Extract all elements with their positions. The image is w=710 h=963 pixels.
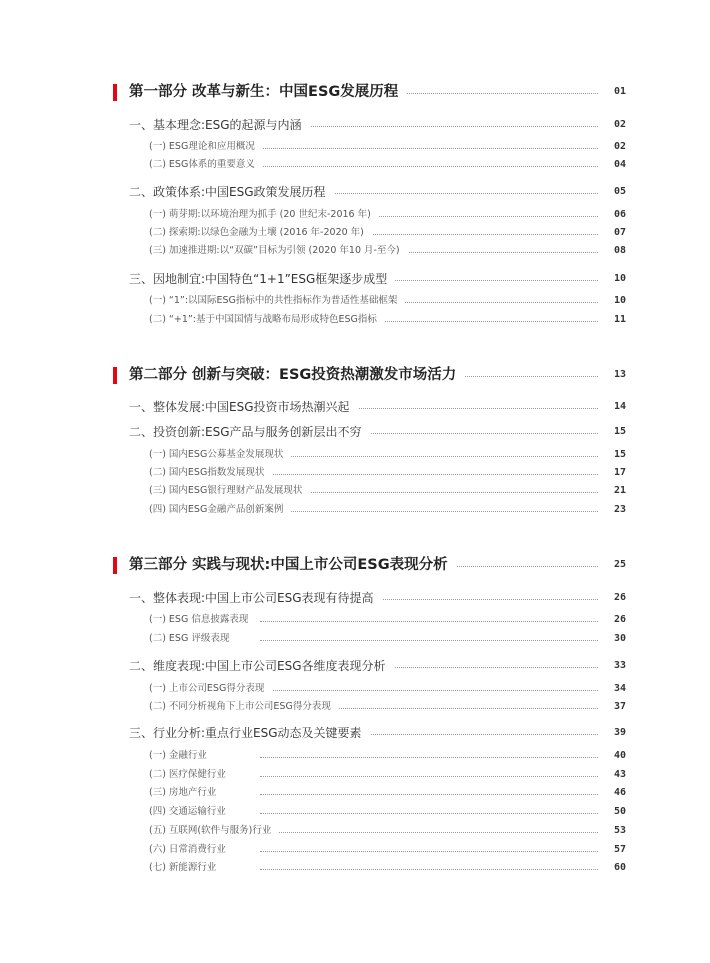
leader-dots: [260, 640, 598, 641]
toc-subsection-title: (四) 交通运输行业: [149, 803, 234, 821]
toc-section-entry[interactable]: [0, 657, 710, 675]
toc-subsection-entry[interactable]: [0, 501, 710, 519]
toc-section-title: 三、因地制宜:中国特色“1+1”ESG框架逐步成型: [129, 270, 395, 288]
toc-section-title: 二、维度表现:中国上市公司ESG各维度表现分析: [129, 657, 394, 675]
toc-page-number: 10: [613, 295, 626, 306]
toc-page-number: 60: [613, 862, 626, 873]
toc-subsection-title: (四) 国内ESG金融产品创新案例: [149, 501, 291, 519]
toc-section-title: 三、行业分析:重点行业ESG动态及关键要素: [129, 724, 370, 742]
toc-section-entry[interactable]: [0, 183, 710, 201]
toc-subsection-title: (六) 日常消费行业: [149, 841, 234, 859]
leader-dots: [260, 832, 598, 833]
toc-page-number: 46: [613, 787, 626, 798]
toc-part-entry[interactable]: [0, 83, 710, 101]
toc-page-number: 21: [613, 485, 626, 496]
toc-part-entry[interactable]: [0, 366, 710, 384]
toc-section-title: 二、政策体系:中国ESG政策发展历程: [129, 183, 334, 201]
leader-dots: [260, 166, 598, 167]
toc-subsection-title: (二) 探索期:以绿色金融为土壤 (2016 年-2020 年): [149, 224, 372, 242]
leader-dots: [260, 474, 598, 475]
toc-page-number: 26: [613, 592, 626, 603]
toc-subsection-title: (三) 房地产行业: [149, 784, 224, 802]
toc-subsection-entry[interactable]: [0, 311, 710, 329]
leader-dots: [300, 193, 598, 194]
toc-page-number: 26: [613, 614, 626, 625]
toc-subsection-title: (二) 不同分析视角下上市公司ESG得分表现: [149, 698, 339, 716]
toc-subsection-entry[interactable]: [0, 803, 710, 821]
toc-subsection-title: (一) “1”:以国际ESG指标中的共性指标作为普适性基础框架: [149, 292, 405, 310]
toc-subsection-entry[interactable]: [0, 630, 710, 648]
toc-subsection-title: (一) 萌芽期:以环境治理为抓手 (20 世纪末-2016 年): [149, 206, 379, 224]
toc-section-entry[interactable]: [0, 398, 710, 416]
toc-subsection-title: (二) “+1”:基于中国国情与战略布局形成特色ESG指标: [149, 311, 385, 329]
toc-subsection-entry[interactable]: [0, 206, 710, 224]
toc-part-entry[interactable]: [0, 556, 710, 574]
toc-subsection-entry[interactable]: [0, 156, 710, 174]
leader-dots: [300, 126, 598, 127]
toc-subsection-entry[interactable]: [0, 464, 710, 482]
toc-subsection-title: (一) 国内ESG公募基金发展现状: [149, 446, 291, 464]
leader-dots: [260, 869, 598, 870]
leader-dots: [260, 757, 598, 758]
leader-dots: [260, 148, 598, 149]
toc-page-number: 07: [613, 227, 626, 238]
toc-section-entry[interactable]: [0, 116, 710, 134]
toc-subsection-title: (一) ESG 信息披露表现: [149, 611, 256, 629]
toc-section-title: 二、投资创新:ESG产品与服务创新层出不穷: [129, 423, 370, 441]
toc-page-number: 15: [613, 449, 626, 460]
toc-page-number: 08: [613, 245, 626, 256]
leader-dots: [260, 456, 598, 457]
toc-page-number: 30: [613, 633, 626, 644]
toc-page-number: 34: [613, 683, 626, 694]
leader-dots: [260, 851, 598, 852]
toc-subsection-entry[interactable]: [0, 482, 710, 500]
toc-section-entry[interactable]: [0, 589, 710, 607]
toc-subsection-entry[interactable]: [0, 224, 710, 242]
toc-page-number: 04: [613, 159, 626, 170]
toc-subsection-entry[interactable]: [0, 680, 710, 698]
toc-subsection-title: (三) 加速推进期:以“双碳”目标为引领 (2020 年10 月-至今): [149, 242, 408, 260]
toc-page-number: 01: [613, 86, 626, 97]
toc-subsection-entry[interactable]: [0, 822, 710, 840]
toc-page-number: 06: [613, 209, 626, 220]
toc-part-title: 第三部分 实践与现状:中国上市公司ESG表现分析: [129, 556, 456, 574]
toc-subsection-title: (一) 金融行业: [149, 747, 215, 765]
toc-subsection-entry[interactable]: [0, 859, 710, 877]
toc-page-number: 05: [613, 186, 626, 197]
toc-subsection-entry[interactable]: [0, 698, 710, 716]
toc-subsection-title: (五) 互联网(软件与服务)行业: [149, 822, 279, 840]
toc-subsection-entry[interactable]: [0, 611, 710, 629]
toc-subsection-entry[interactable]: [0, 138, 710, 156]
leader-dots: [260, 794, 598, 795]
toc-part-title: 第一部分 改革与新生：中国ESG发展历程: [129, 83, 406, 101]
toc-page-number: 17: [613, 467, 626, 478]
toc-subsection-title: (七) 新能源行业: [149, 859, 224, 877]
toc-subsection-entry[interactable]: [0, 747, 710, 765]
toc-page-number: 15: [613, 426, 626, 437]
toc-subsection-title: (一) ESG理论和应用概况: [149, 138, 263, 156]
toc-page-number: 57: [613, 844, 626, 855]
toc-subsection-title: (一) 上市公司ESG得分表现: [149, 680, 272, 698]
toc-subsection-title: (二) 医疗保健行业: [149, 766, 234, 784]
toc-subsection-entry[interactable]: [0, 841, 710, 859]
toc-section-title: 一、整体表现:中国上市公司ESG表现有待提高: [129, 589, 382, 607]
toc-page-number: 02: [613, 119, 626, 130]
toc-subsection-entry[interactable]: [0, 242, 710, 260]
toc-subsection-entry[interactable]: [0, 784, 710, 802]
toc-page-number: 40: [613, 750, 626, 761]
toc-page-number: 39: [613, 727, 626, 738]
toc-subsection-entry[interactable]: [0, 766, 710, 784]
toc-page-number: 25: [613, 559, 626, 570]
toc-subsection-entry[interactable]: [0, 292, 710, 310]
toc-part-title: 第二部分 创新与突破：ESG投资热潮激发市场活力: [129, 366, 464, 384]
toc-subsection-title: (二) 国内ESG指数发展现状: [149, 464, 272, 482]
toc-page-number: 33: [613, 660, 626, 671]
toc-page-number: 23: [613, 504, 626, 515]
toc-page-number: 02: [613, 141, 626, 152]
toc-page-number: 53: [613, 825, 626, 836]
toc-page-number: 50: [613, 806, 626, 817]
toc-subsection-entry[interactable]: [0, 446, 710, 464]
toc-section-entry[interactable]: [0, 423, 710, 441]
leader-dots: [260, 511, 598, 512]
leader-dots: [260, 776, 598, 777]
toc-page-number: 14: [613, 401, 626, 412]
leader-dots: [260, 813, 598, 814]
toc-section-entry[interactable]: [0, 724, 710, 742]
toc-section-title: 一、基本理念:ESG的起源与内涵: [129, 116, 310, 134]
toc-subsection-title: (二) ESG体系的重要意义: [149, 156, 263, 174]
leader-dots: [260, 492, 598, 493]
toc-page-number: 43: [613, 769, 626, 780]
toc-page-number: 13: [613, 369, 626, 380]
toc-subsection-title: (二) ESG 评级表现: [149, 630, 237, 648]
toc-section-entry[interactable]: [0, 270, 710, 288]
toc-page-number: 37: [613, 701, 626, 712]
leader-dots: [260, 690, 598, 691]
toc-page-number: 10: [613, 273, 626, 284]
leader-dots: [260, 621, 598, 622]
toc-section-title: 一、整体发展:中国ESG投资市场热潮兴起: [129, 398, 358, 416]
toc-subsection-title: (三) 国内ESG银行理财产品发展现状: [149, 482, 310, 500]
toc-page-number: 11: [613, 314, 626, 325]
